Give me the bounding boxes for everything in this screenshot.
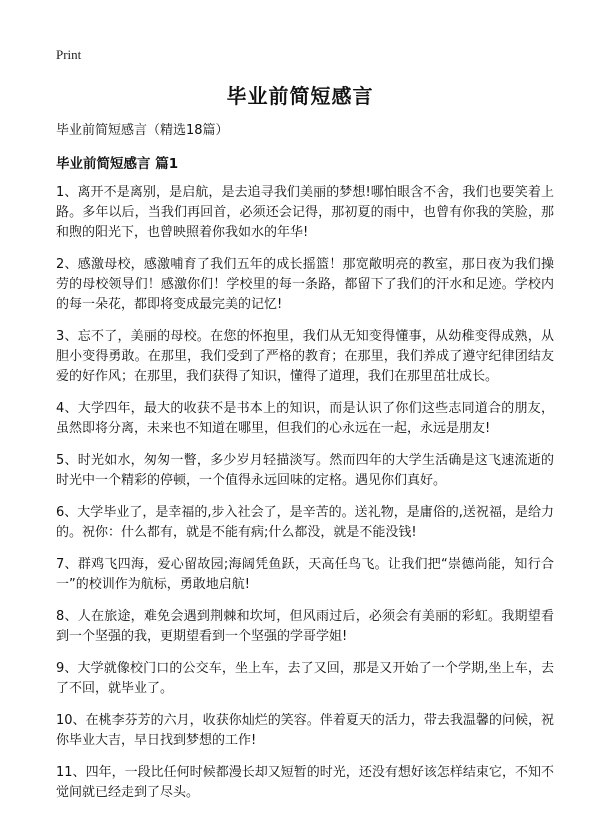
paragraph-7: 7、群鸡飞四海，爱心留故园;海阔凭鱼跃，天高任鸟飞。让我们把“崇德尚能，知行合一”的校训作为航标，勇敢地启航! [56, 557, 554, 592]
paragraph-10: 10、在桃李芬芳的六月，收获你灿烂的笑容。伴着夏天的活力，带去我温馨的问候，祝你毕业大吉，早日找到梦想的工作! [56, 713, 554, 748]
paragraph-2: 2、感激母校，感激哺育了我们五年的成长摇篮！那宽敞明亮的教室，那日夜为我们操劳的母校领导们！感激你们！学校里的每一条路，都留下了我们的汗水和足迹。学校内的每一朵花，都即将变成最完美的记忆! [56, 257, 554, 312]
document-title: 毕业前简短感言 [226, 84, 374, 108]
paragraph-4: 4、大学四年，最大的收获不是书本上的知识，而是认识了你们这些志同道合的朋友，虽然即将分离，未来也不知道在哪里，但我们的心永远在一起，永远是朋友! [56, 401, 554, 436]
document-subtitle: 毕业前简短感言（精选18篇） [56, 123, 229, 138]
document-body [56, 122, 554, 815]
section-heading: 毕业前简短感言 篇1 [56, 156, 179, 172]
paragraph-5: 5、时光如水，匆匆一瞥，多少岁月轻描淡写。然而四年的大学生活确是这飞速流逝的时光中一个精彩的停顿，一个值得永远回味的定格。遇见你们真好。 [56, 453, 554, 488]
paragraph-3: 3、忘不了，美丽的母校。在您的怀抱里，我们从无知变得懂事，从幼稚变得成熟，从胆小变得勇敢。在那里，我们受到了严格的教育；在那里，我们养成了遵守纪律团结友爱的好作风；在那里，我们获得了知识，懂得了道理，我们在那里茁壮成长。 [56, 329, 554, 384]
paragraph-1: 1、离开不是离别，是启航，是去追寻我们美丽的梦想!哪怕眼含不舍，我们也要笑着上路。多年以后，当我们再回首，必须还会记得，那初夏的雨中，也曾有你我的笑脸，那和煦的阳光下，也曾映照着你我如水的年华! [56, 185, 554, 240]
print-link[interactable]: Print [56, 47, 82, 62]
paragraph-11: 11、四年，一段比任何时候都漫长却又短暂的时光，还没有想好该怎样结束它，不知不觉间就已经走到了尽头。 [56, 765, 554, 800]
paragraph-8: 8、人在旅途，难免会遇到荆棘和坎坷，但风雨过后，必须会有美丽的彩虹。我期望看到一个坚强的我，更期望看到一个坚强的学哥学姐! [56, 609, 554, 644]
paragraph-6: 6、大学毕业了，是幸福的,步入社会了，是辛苦的。送礼物，是庸俗的,送祝福，是给力的。祝你：什么都有，就是不能有病;什么都没，就是不能没钱! [56, 505, 554, 540]
paragraph-9: 9、大学就像校门口的公交车，坐上车，去了又回，那是又开始了一个学期,坐上车，去了不回，就毕业了。 [56, 661, 554, 696]
